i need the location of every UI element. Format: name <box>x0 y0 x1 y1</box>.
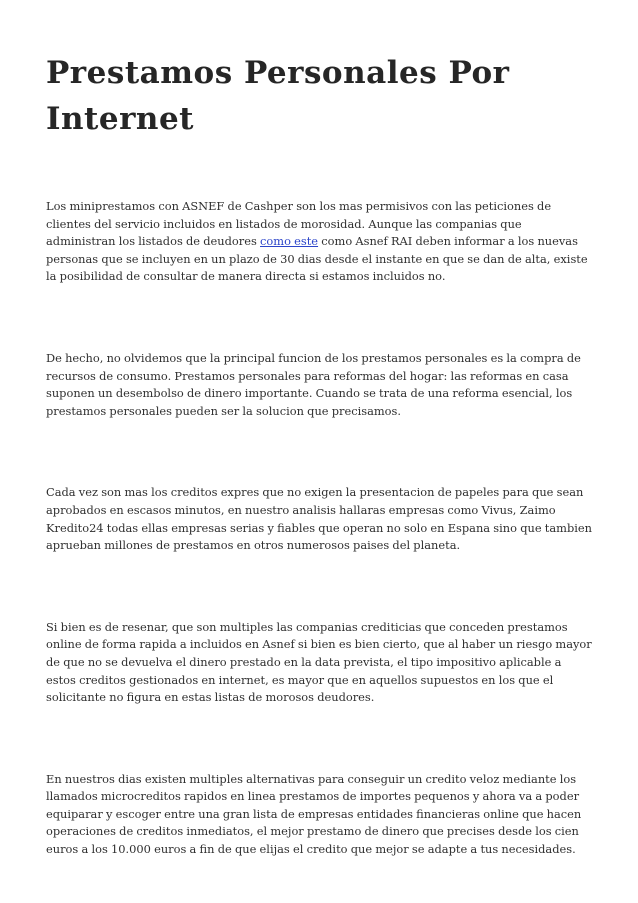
paragraph-1-text-before: Los miniprestamos con ASNEF de Cashper son los mas permisivos con las peticiones de clientes del servicio incluidos en listados de morosidad. Aunque las companias que administran los listados de deudores <box>46 199 552 249</box>
paragraph-5: En nuestros dias existen multiples alternativas para conseguir un credito veloz mediante los llamados microcreditos rapidos en linea prestamos de importes pequenos y ahora va a poder equiparar y escoger entre una gran lista de empresas entidades financieras online que hacen operaciones de creditos inmediatos, el mejor prestamo de dinero que precises desde los cien euros a los 10.000 euros a fin de que elijas el credito que mejor se adapte a tus necesidades. <box>46 771 582 857</box>
como-este-link[interactable]: como este <box>260 234 319 249</box>
paragraph-1-text-after: como Asnef RAI deben informar a los nuevas personas que se incluyen en un plazo de 30 dias desde el instante en que se dan de alta, existe la posibilidad de consultar de manera directa si estamos incluidos no. <box>46 234 588 284</box>
paragraph-1 <box>46 198 594 286</box>
page-title: Prestamos Personales Por Internet <box>46 55 510 137</box>
document-page <box>46 50 594 859</box>
paragraph-3: Cada vez son mas los creditos expres que no exigen la presentacion de papeles para que sean aprobados en escasos minutos, en nuestro analisis hallaras empresas como Vivus, Zaimo Kredito24 todas ellas empresas serias y fiables que operan no solo en Espana sino que tambien aprueban millones de prestamos en otros numerosos paises del planeta. <box>46 485 592 553</box>
paragraph-2: De hecho, no olvidemos que la principal funcion de los prestamos personales es la compra de recursos de consumo. Prestamos personales para reformas del hogar: las reformas en casa suponen un desembolso de dinero importante. Cuando se trata de una reforma esencial, los prestamos personales pueden ser la solucion que precisamos. <box>46 350 581 418</box>
paragraph-4: Si bien es de resenar, que son multiples las companias crediticias que conceden prestamos online de forma rapida a incluidos en Asnef si bien es bien cierto, que al haber un riesgo mayor de que no se devuelva el dinero prestado en la data prevista, el tipo impositivo aplicable a estos creditos gestionados en internet, es mayor que en aquellos supuestos en los que el solicitante no figura en estas listas de morosos deudores. <box>46 619 592 705</box>
